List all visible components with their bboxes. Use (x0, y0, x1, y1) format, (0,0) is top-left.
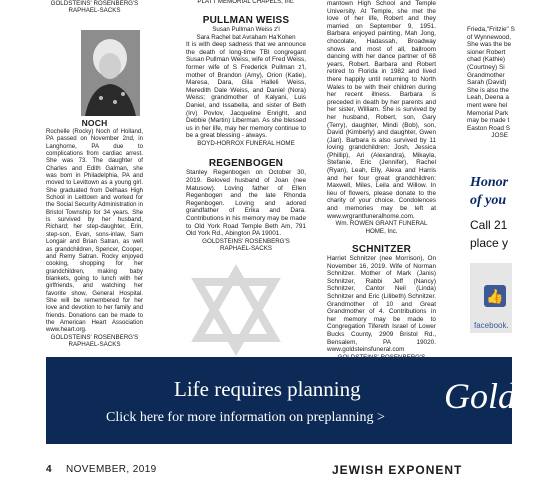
funeral-home-line: RAPHAEL-SACKS (220, 245, 272, 253)
ad-headline: of you (470, 193, 507, 208)
obituary-line: Easton Road S (467, 124, 510, 132)
obituary-line: Frieda,"Fritzie" S (467, 26, 515, 33)
obituary-subtitle: Sara Rachel bat Avraham Ha'Kohen (196, 33, 296, 41)
banner-link[interactable]: Click here for more information on preplanning > (106, 410, 385, 425)
obituary-name: NOCH (81, 118, 108, 128)
ad-headline: Honor (470, 175, 509, 190)
page-number: 4 (46, 464, 52, 475)
funeral-home-line: BOYD-HORROX FUNERAL HOME (197, 139, 295, 147)
obituary-text: Harriet Schnitzer (nee Morrison), On November 16, 2019. Wife of Norman Schnitzer. Mother of Mark (Janis) Schnitzer, Rabbi Jeff (Nancy) Schnitzer, Cantor Neil (Linda) Schnitzer and Eric (Lilibeth) Schnitzer. Grandmother of 10 and Great Grandmother of 4. Contributions in her memory may be made to Congregation Tifereth Israel of Lower Bucks County, 2909 Bristol Rd., Bensalem, PA 19020. www.goldsteinsfuneral.com (327, 255, 436, 354)
ad-text: place y (470, 236, 509, 250)
obituary-name: REGENBOGEN (208, 158, 284, 170)
obituary-line: may be made t (467, 117, 510, 125)
masthead: JEWISH EXPONENT (332, 463, 463, 477)
obituary-name: PULLMAN WEISS (202, 15, 290, 27)
banner-logo: Goldst (444, 376, 540, 416)
honor-ad[interactable] (470, 168, 512, 256)
page-footer (46, 456, 512, 502)
obituary-line: She is also the (467, 86, 509, 94)
funeral-home-line: RAPHAEL-SACKS (68, 7, 121, 15)
column-4 (467, 26, 515, 140)
obituary-line: She was the be (467, 41, 512, 49)
column-2 (186, 0, 306, 253)
obituary-text: mantown High School and Temple University. At Temple, she met the love of her life, Robert and they married on September 9, 1951. Barbara enjoyed painting, Mah Jong, chocolate, Hadassah, Broadway shows and most of all, ballroom dancing with her dance partner of 68 years, Robert. Barbara and Robert retired to Florida in 1982 and lived there happily until returning to North Wales to be with their children during her recent illness. Barbara is preceded in death by her parents and her sister, William. She is survived by her husband, Robert, son, Gary (Terry), daughter, Mindi (Bob), son, David (Kimberly) and daughter, Gwen (Jan). Barbara is also survived by 11 loving grandchildren: Josh, Jessica (Phillip), Ari (Alexandra), Mikayla, Stefanie, Eric (Jennifer), Rachel (Ryan), Leah, Elly, Alexa and Harris and her four great grandchildren: Maxwell, Miles, Leila and Willow. In lieu of flowers, please donate to the charity of your choice. Condolences and memories may be left at www.wrgrantfuneralhome.com. (327, 0, 436, 220)
obituary-line: Grandmother (467, 71, 505, 79)
obituary-line: Sarah (David) (467, 79, 507, 87)
funeral-home-line: GOLDSTEINS' ROSENBERG'S (50, 333, 139, 341)
facebook-ad[interactable] (470, 263, 512, 333)
obituary-text: Stanley Regenbogen on October 30, 2019. Beloved husband of Joan (nee Matusow). Loving father of Ellen Regenbogen and the late Rhonda Regenbogen. Loving and adored grandfather of Erika and Dara. Contributions in his memory may be made to Old York Road Temple Beth Am, 791 Old York Rd., Abington PA 19001. (186, 169, 306, 238)
facebook-label: facebook. (474, 321, 509, 330)
obituary-line: Memorial Park (467, 109, 509, 117)
obituary-line: of Wynnewood, (467, 33, 511, 41)
funeral-home-line: PLATT MEMORIAL CHAPELS, Inc. (197, 0, 295, 5)
issue-date: NOVEMBER, 2019 (66, 464, 157, 475)
obituary-text: It is with deep sadness that we announce the death of long-time TBI congregant Susan Pullman Weiss, wife of Fred Weiss, former wife of S Frederick Pullman z'l, mother of Brandon (Amy), Orion (Katie), Maresa, Dara, Gila Halleli Weiss, Meredith Dale Weiss, and Daniel (Nora) Weiss; grandmother of Kalyani, Luis Daniel, and Issabella, and sister of Beth (Irv) Povlov, Jacqueline Enright, and Debbie (Martin) Liberman. As she blessed us in her life, may her memory continue to be a great blessing - always. (186, 41, 306, 140)
obituary-text: Rochelle (Rocky) Noch of Holland, PA passed on November 2nd, in Langhorne, PA due to complications from cardiac arrest. She was 73. The daughter of Charles and Edith Galman, she was born in Philadelphia, PA and moved to Levittown as a young girl. She graduated from Delhaas High School in Leittown and worked for the Social Security Administration in Bristol Township for 34 years. She is survived by her husband, Richard; her step-daughter, Erin, step-son, Evan, sons-inlaw, Sam Longair and Brian Satran, as well as grandchildren, Spencer, Cooper, and Remy Satran. Rocky enjoyed cooking, shopping for her grandchildren, making baby blankets, going to lunch with her girlfriends, and watching her favorite show, General Hospital. She will be remembered for her love and devotion to her family and friends. Donations can be made to the American Heart Association www.heart.org. (46, 128, 143, 334)
obituary-name: SCHNITZER (351, 244, 412, 256)
obituary-subtitle: Susan Pullman Weiss z'l (212, 26, 280, 34)
obituary-line: JOSE (491, 132, 508, 140)
funeral-home-line: Wm. ROWEN GRANT FUNERAL HOME, Inc. (335, 220, 428, 235)
ad-text: Call 21 (470, 218, 508, 232)
banner-headline: Life requires planning (174, 377, 361, 401)
obituary-line: sioner Robert (467, 48, 506, 56)
funeral-home-line: GOLDSTEINS' ROSENBERG'S (202, 237, 290, 245)
funeral-home-line: GOLDSTEINS' ROSENBERG'S (50, 0, 139, 7)
column-1 (46, 0, 143, 15)
column-3 (327, 0, 436, 369)
funeral-home-line: RAPHAEL-SACKS (68, 341, 121, 349)
obituary-line: chad (Kathie) (467, 56, 506, 64)
thumbs-up-icon: 👍 (484, 285, 506, 307)
obituary-line: (Courtney) Si (467, 63, 505, 71)
preplanning-banner-ad[interactable] (46, 357, 540, 444)
column-1-body (46, 118, 143, 348)
obituary-line: ment were hel (467, 101, 508, 109)
star-of-david-watermark (190, 268, 282, 350)
obituary-photo-noch (81, 30, 140, 116)
obituary-line: Leah, Deena a (467, 94, 509, 102)
